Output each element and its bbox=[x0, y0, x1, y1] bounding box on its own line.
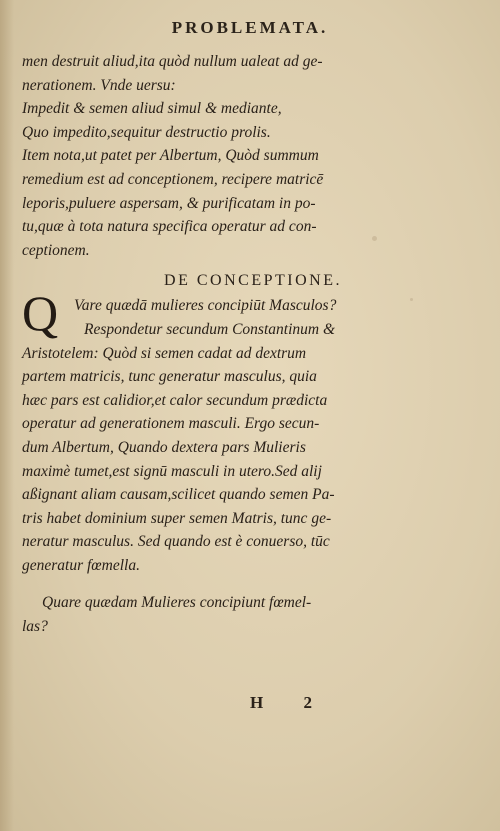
text-line: tris habet dominium super semen Matris, tunc ge- bbox=[22, 509, 332, 527]
text-line: Respondetur secundum Constantinum & bbox=[84, 320, 335, 338]
text-line: leporis,puluere aspersam, & purificatam in po- bbox=[22, 194, 316, 212]
text-line: nerationem. Vnde uersu: bbox=[22, 76, 176, 94]
page-gutter-shadow bbox=[0, 0, 14, 831]
text-line: ceptionem. bbox=[22, 241, 90, 259]
text-line: Quare quædam Mulieres concipiunt fœmel- bbox=[42, 594, 312, 612]
text-line: remedium est ad conceptionem, recipere matricē bbox=[22, 170, 324, 188]
text-line: Impedit & semen aliud simul & mediante, bbox=[22, 100, 282, 118]
text-line: Item nota,ut patet per Albertum, Quòd summum bbox=[22, 147, 319, 165]
text-line: Vare quædā mulieres concipiūt Masculos? bbox=[74, 297, 337, 315]
text-line: men destruit aliud,ita quòd nullum ualeat ad ge- bbox=[22, 53, 323, 70]
text-line: generatur fœmella. bbox=[22, 556, 140, 574]
text-line: operatur ad generationem masculi. Ergo secun- bbox=[22, 415, 320, 433]
main-text bbox=[22, 50, 484, 639]
drop-cap-initial: Q bbox=[22, 285, 59, 342]
text-line: neratur masculus. Sed quando est è conuerso, tūc bbox=[22, 533, 330, 551]
text-line: hæc pars est calidior,et calor secundum prædicta bbox=[22, 391, 328, 409]
text-line: Quo impedito,sequitur destructio prolis. bbox=[22, 123, 271, 141]
running-head: PROBLEMATA. bbox=[171, 18, 329, 37]
text-line: maximè tumet,est signū masculi in utero.Sed alij bbox=[22, 462, 322, 480]
text-line: las? bbox=[22, 618, 48, 636]
text-line: tu,quæ à tota natura specifica operatur ad con- bbox=[22, 218, 317, 236]
paragraph-gap bbox=[22, 577, 484, 591]
text-line: Aristotelem: Quòd si semen cadat ad dextrum bbox=[22, 344, 307, 362]
signature-mark: H 2 bbox=[250, 693, 330, 712]
text-line: partem matricis, tunc generatur masculus, quia bbox=[22, 368, 317, 386]
section-heading: DE CONCEPTIONE. bbox=[164, 272, 342, 290]
text-line: aßignant aliam causam,scilicet quando semen Pa- bbox=[22, 486, 335, 504]
text-line: dum Albertum, Quando dextera pars Mulieris bbox=[22, 438, 306, 456]
